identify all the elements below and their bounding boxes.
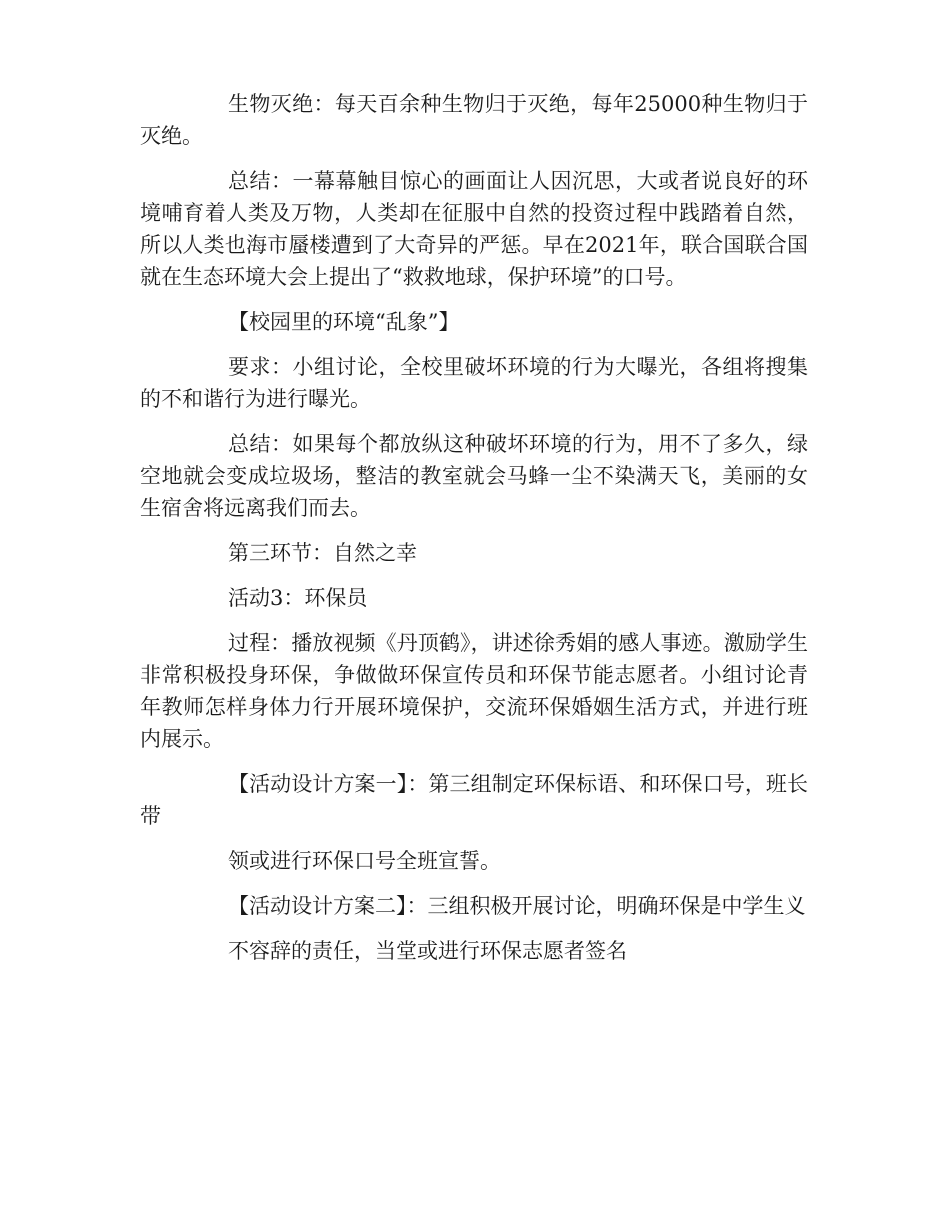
document-body bbox=[140, 88, 808, 980]
paragraph-activity-three: 活动3：环保员 bbox=[228, 586, 368, 610]
paragraph-requirement: 要求：小组讨论，全校里破坏环境的行为大曝光，各组将搜集的不和谐行为进行曝光。 bbox=[140, 355, 808, 411]
paragraph-plan-one-continued: 领或进行环保口号全班宣誓。 bbox=[228, 849, 501, 873]
paragraph-plan-two-continued: 不容辞的责任，当堂或进行环保志愿者签名 bbox=[228, 939, 627, 963]
paragraph-species-extinction: 生物灭绝：每天百余种生物归于灭绝，每年25000种生物归于灭绝。 bbox=[140, 92, 808, 148]
paragraph-campus-chaos-heading: 【校园里的环境“乱象”】 bbox=[228, 310, 460, 334]
paragraph-process: 过程：播放视频《丹顶鹤》，讲述徐秀娟的感人事迹。激励学生非常积极投身环保，争做做环保宣传员和环保节能志愿者。小组讨论青年教师怎样身体力行开展环境保护，交流环保婚姻生活方式，并进行班内展示。 bbox=[140, 631, 808, 751]
paragraph-plan-one: 【活动设计方案一】：第三组制定环保标语、和环保口号，班长带 bbox=[140, 772, 808, 828]
paragraph-summary-campus: 总结：如果每个都放纵这种破坏环境的行为，用不了多久，绿空地就会变成垃圾场，整洁的教室就会马蜂一尘不染满天飞，美丽的女生宿舍将远离我们而去。 bbox=[140, 432, 808, 520]
paragraph-summary-environment: 总结：一幕幕触目惊心的画面让人因沉思，大或者说良好的环境哺育着人类及万物，人类却在征服中自然的投资过程中践踏着自然，所以人类也海市蜃楼遭到了大奇异的严惩。早在2021年，联合国联合国就在生态环境大会上提出了“救救地球，保护环境”的口号。 bbox=[140, 169, 808, 289]
paragraph-plan-two: 【活动设计方案二】：三组积极开展讨论，明确环保是中学生义 bbox=[228, 894, 806, 918]
paragraph-section-three-title: 第三环节：自然之幸 bbox=[228, 541, 417, 565]
